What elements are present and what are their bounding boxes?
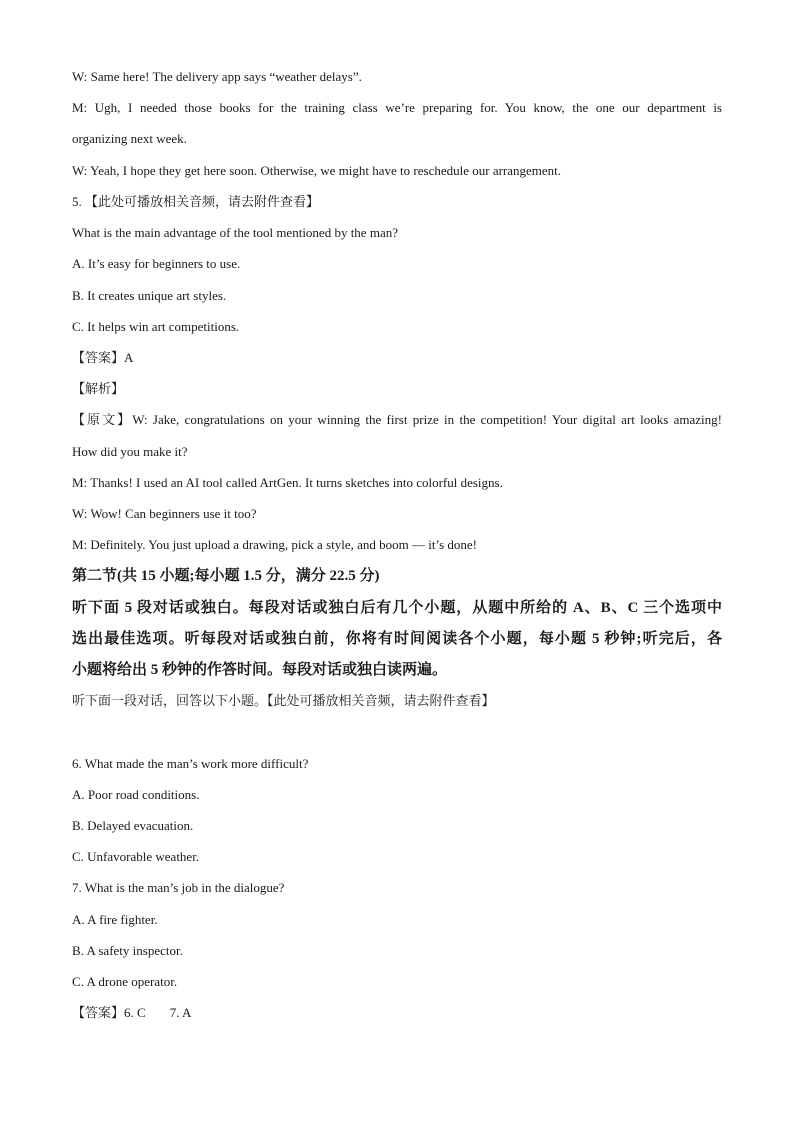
question-7-option-c: C. A drone operator. <box>72 974 178 989</box>
question-6-option-c: C. Unfavorable weather. <box>72 849 200 864</box>
question-5-header: 5. 【此处可播放相关音频，请去附件查看】 <box>72 194 320 209</box>
question-7-text: 7. What is the man’s job in the dialogue? <box>72 880 285 895</box>
section-title: 第二节(共 15 小题;每小题 1.5 分，满分 22.5 分) <box>72 568 380 584</box>
question-7-option-b: B. A safety inspector. <box>72 943 183 958</box>
section-instruction: 选出最佳选项。听每段对话或独白前，你将有时间阅读各个小题，每小题 5 秒钟;听完后，各 <box>72 631 722 647</box>
transcript-line: M: Definitely. You just upload a drawing, pick a style, and boom — it’s done! <box>72 537 477 552</box>
answer-label: 【答案】 <box>72 350 125 365</box>
answer-label: 【答案】 <box>72 1005 125 1020</box>
answer-7: 7. A <box>169 1005 192 1020</box>
question-5-option-c: C. It helps win art competitions. <box>72 319 240 334</box>
question-5-option-a: A. It’s easy for beginners to use. <box>72 256 241 271</box>
analysis-label: 【解析】 <box>72 381 125 396</box>
transcript-line: 【原文】W: Jake, congratulations on your winning the first prize in the competition! Your digital art looks amazing! <box>72 412 722 427</box>
listen-note: 听下面一段对话，回答以下小题。【此处可播放相关音频，请去附件查看】 <box>72 693 495 708</box>
answer-line-6-7 <box>72 1004 722 1022</box>
dialogue-line: organizing next week. <box>72 131 187 146</box>
question-6-option-b: B. Delayed evacuation. <box>72 818 194 833</box>
answer-line-5 <box>72 349 722 367</box>
question-5-text: What is the main advantage of the tool mentioned by the man? <box>72 225 398 240</box>
answer-value: A <box>124 350 134 365</box>
answer-6: 6. C <box>124 1005 146 1020</box>
question-5-option-b: B. It creates unique art styles. <box>72 288 227 303</box>
question-7-option-a: A. A fire fighter. <box>72 912 158 927</box>
section-instruction: 小题将给出 5 秒钟的作答时间。每段对话或独白读两遍。 <box>72 662 448 678</box>
dialogue-line: W: Yeah, I hope they get here soon. Otherwise, we might have to reschedule our arrangement. <box>72 163 562 178</box>
transcript-line: How did you make it? <box>72 444 188 459</box>
dialogue-line: M: Ugh, I needed those books for the training class we’re preparing for. You know, the one our department is <box>72 100 722 115</box>
question-6-option-a: A. Poor road conditions. <box>72 787 200 802</box>
transcript-line: M: Thanks! I used an AI tool called ArtGen. It turns sketches into colorful designs. <box>72 475 503 490</box>
dialogue-line: W: Same here! The delivery app says “weather delays”. <box>72 69 362 84</box>
transcript-line: W: Wow! Can beginners use it too? <box>72 506 257 521</box>
question-6-text: 6. What made the man’s work more difficult? <box>72 756 309 771</box>
section-instruction: 听下面 5 段对话或独白。每段对话或独白后有几个小题，从题中所给的 A、B、C 三个选项中 <box>72 600 722 616</box>
